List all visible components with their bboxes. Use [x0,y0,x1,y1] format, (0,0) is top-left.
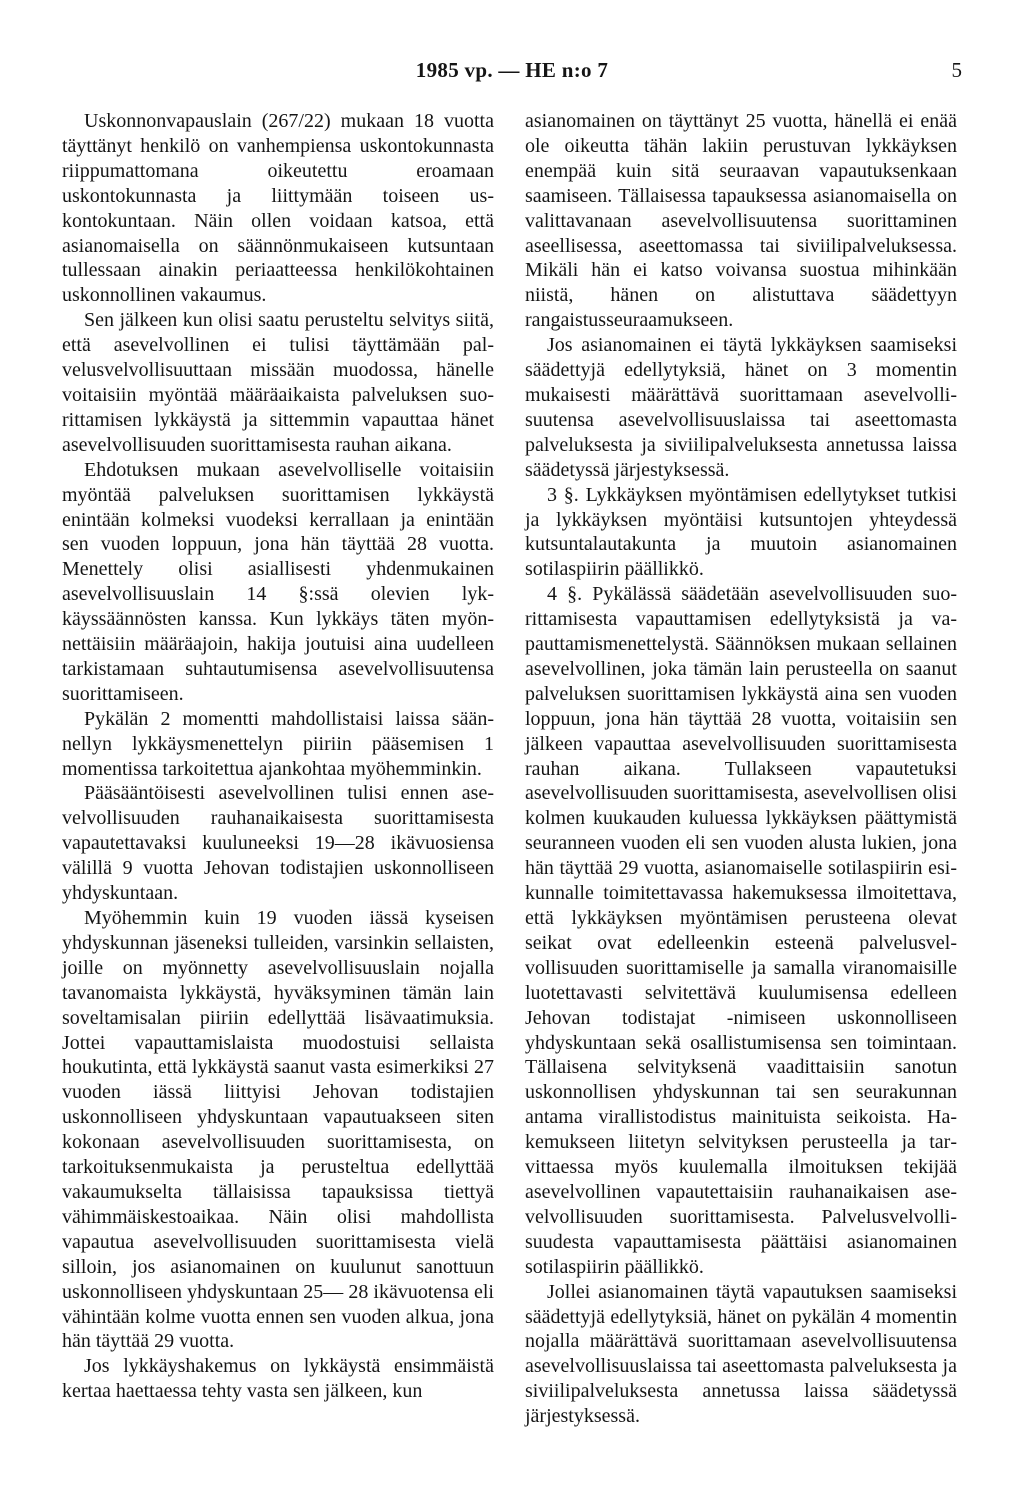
paragraph: Sen jälkeen kun olisi saatu perusteltu selvitys siitä, että asevelvollinen ei tulisi täyttämään palvelusvelvollisuuttaan missään muodossa, hänelle voitaisiin myöntää määräaikaista palveluksen suorittamisen lykkäystä ja sittemmin vapauttaa hänet asevelvollisuuden suorittamisesta rauhan aikana. [62,309,494,456]
paragraph: Myöhemmin kuin 19 vuoden iässä kyseisen yhdyskunnan jäseneksi tulleiden, varsinkin sellaisten, joille on myönnetty asevelvollisuuslain nojalla tavanomaista lykkäystä, hyväksyminen tämän lain soveltamisalan piiriin edellyttää lisävaatimuksia. Jottei vapauttamislaista muodostuisi sellaista houkutinta, että lykkäystä saanut vasta esimerkiksi 27 vuoden iässä liittyisi Jehovan todistajien uskonnolliseen yhdyskuntaan vapautuakseen siten kokonaan asevelvollisuuden suorittamisesta, on tarkoituksenmukaista ja perusteltua edellyttää vakaumukselta tällaisissa tapauksissa tiettyä vähimmäiskestoaikaa. Näin olisi mahdollista vapautua asevelvollisuuden suorittamisesta vielä silloin, jos asianomainen on kuulunut sanottuun uskonnolliseen yhdyskuntaan 25— 28 ikävuotensa eli vähintään kolme vuotta ennen sen vuoden alkua, jona hän täyttää 29 vuotta. [62,907,494,1353]
paragraph: Ehdotuksen mukaan asevelvolliselle voitaisiin myöntää palveluksen suorittamisen lykkäystä enintään kolmeksi vuodeksi kerrallaan ja enintään sen vuoden loppuun, jona hän täyttää 28 vuotta. Menettely olisi asiallisesti yhdenmukainen asevelvollisuuslain 14 §:ssä olevien lykkäyssäännösten kanssa. Kun lykkäys täten myönnettäisiin määräajoin, hakija joutuisi aina uudelleen tarkistamaan suhtautumisensa asevelvollisuutensa suorittamiseen. [62,458,494,705]
paragraph: asianomainen on täyttänyt 25 vuotta, hänellä ei enää ole oikeutta tähän lakiin perustuvan lykkäyksen enempää kuin sitä seuraavan vapautuksenkaan saamiseen. Tällaisessa tapauksessa asianomaisella on valittavanaan asevelvollisuutensa suorittaminen aseellisessa, aseettomassa tai siviilipalveluksessa. Mikäli hän ei katso voivansa suostua mihinkään niistä, hänen on alistuttava säädettyyn rangaistusseuraamukseen. [525,110,957,332]
paragraph: Pykälän 2 momentti mahdollistaisi laissa säännellyn lykkäysmenettelyn piiriin pääsemisen 1 momentissa tarkoitettua ajankohtaa myöhemminkin. [62,707,494,780]
page-number: 5 [951,58,962,82]
paragraph: Jos lykkäyshakemus on lykkäystä ensimmäistä kertaa haettaessa tehty vasta sen jälkeen, kun [62,1355,494,1403]
paragraph: 3 §. Lykkäyksen myöntämisen edellytykset tutkisi ja lykkäyksen myöntäisi kutsuntojen yhteydessä kutsuntalautakunta ja muutoin asianomainen sotilaspiirin päällikkö. [525,483,957,581]
right-column [525,109,957,1429]
paragraph: Jos asianomainen ei täytä lykkäyksen saamiseksi säädettyjä edellytyksiä, hänet on 3 momentin mukaisesti määrättävä suorittamaan asevelvollisuutensa asevelvollisuuslaissa tai aseettomasta palveluksesta ja siviilipalveluksesta annetussa laissa säädetyssä järjestyksessä. [525,334,957,481]
paragraph: Uskonnonvapauslain (267/22) mukaan 18 vuotta täyttänyt henkilö on vanhempiensa uskontokunnasta riippumattomana oikeutettu eroamaan uskontokunnasta ja liittymään toiseen uskontokuntaan. Näin ollen voidaan katsoa, että asianomaisella on säännönmukaiseen kutsuntaan tullessaan ainakin periaatteessa henkilökohtainen uskonnollinen vakaumus. [62,110,494,307]
paragraph: 4 §. Pykälässä säädetään asevelvollisuuden suorittamisesta vapauttamisen edellytyksistä ja vapauttamismenettelystä. Säännöksen mukaan sellainen asevelvollinen, joka tämän lain perusteella on saanut palveluksen suorittamisen lykkäystä aina sen vuoden loppuun, jona hän täyttää 28 vuotta, voitaisiin sen jälkeen vapauttaa asevelvollisuuden suorittamisesta rauhan aikana. Tullakseen vapautetuksi asevelvollisuuden suorittamisesta, asevelvollisen olisi kolmen kuukauden kuluessa lykkäyksen päättymistä seuranneen vuoden eli sen vuoden alusta lukien, jona hän täyttää 29 vuotta, asianomaiselle sotilaspiirin esikunnalle toimitettavassa hakemuksessa ilmoitettava, että lykkäyksen myöntämisen perusteena olevat seikat ovat edelleenkin esteenä palvelusvelvollisuuden suorittamiselle ja samalla viranomaisille luotettavasti selvitettävä kuulumisensa edelleen Jehovan todistajat -nimiseen uskonnolliseen yhdyskuntaan sekä osallistumisensa sen toimintaan. Tällaisena selvityksenä vaadittaisiin sanotun uskonnollisen yhdyskunnan tai sen seurakunnan antama virallistodistus mainituista seikoista. Hakemukseen liitetyn selvityksen perusteella ja tarvittaessa myös kuulemalla ilmoituksen tekijää asevelvollinen vapautettaisiin rauhanaikaisen asevelvollisuuden suorittamisesta. Palvelusvelvollisuudesta vapauttamisesta päättäisi asianomainen sotilaspiirin päällikkö. [525,583,957,1278]
running-header-title: 1985 vp. — HE n:o 7 [415,58,609,82]
page-header [0,58,1024,88]
left-column [62,109,494,1404]
paragraph: Pääsääntöisesti asevelvollinen tulisi ennen asevelvollisuuden rauhanaikaisesta suorittamisesta vapautettavaksi kuuluneeksi 19—28 ikävuosiensa välillä 9 vuotta Jehovan todistajien uskonnolliseen yhdyskuntaan. [62,782,494,905]
paragraph: Jollei asianomainen täytä vapautuksen saamiseksi säädettyjä edellytyksiä, hänet on pykälän 4 momentin nojalla määrättävä suorittamaan asevelvollisuutensa asevelvollisuuslaissa tai aseettomasta palveluksesta ja siviilipalveluksesta annetussa laissa säädetyssä järjestyksessä. [525,1280,957,1428]
